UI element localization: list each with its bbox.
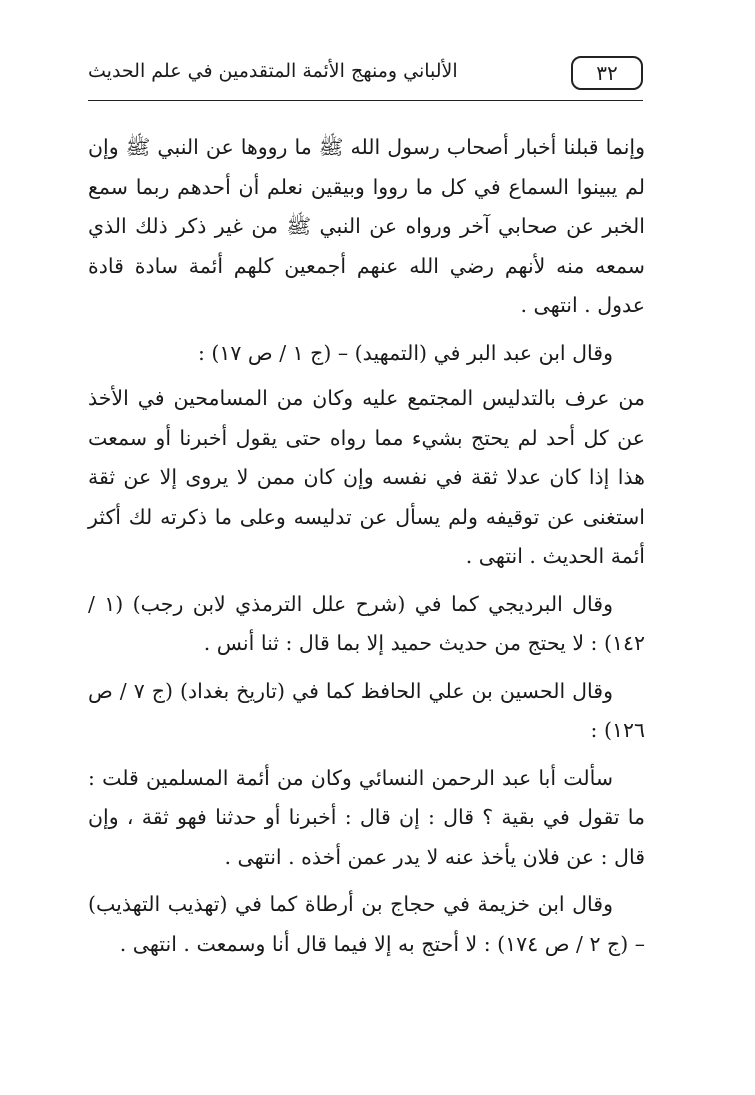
paragraph-ibn-khuzayma: وقال ابن خزيمة في حجاج بن أرطاة كما في (تهذيب التهذيب) – (ج ٢ / ص ١٧٤) : لا أحتج به إلا فيما قال أنا وسمعت . انتهى .	[88, 892, 645, 956]
paragraph-tadlis-quote: من عرف بالتدليس المجتمع عليه وكان من المسامحين في الأخذ عن كل أحد لم يحتج بشيء مما رواه حتى يقول أخبرنا أو سمعت هذا إذا كان عدلا ثقة في نفسه وإن كان ممن لا يروى إلا عن ثقة استغنى عن توقيفه ولم يسأل عن تدليسه وعلى ما ذكرته لك أكثر أئمة الحديث . انتهى .	[88, 386, 645, 568]
paragraph-ibn-abd-al-barr-intro: وقال ابن عبد البر في (التمهيد) – (ج ١ / ص ١٧) :	[197, 340, 613, 365]
page-header	[88, 50, 643, 100]
page-body	[88, 128, 645, 964]
header-divider	[88, 100, 643, 101]
paragraph-bardiji: وقال البرديجي كما في (شرح علل الترمذي لابن رجب) (١ / ١٤٢) : لا يحتج من حديث حميد إلا بما قال : ثنا أنس .	[88, 591, 645, 655]
paragraph-husayn-intro: وقال الحسين بن علي الحافظ كما في (تاريخ بغداد) (ج ٧ / ص ١٢٦) :	[88, 678, 645, 742]
running-title: الألباني ومنهج الأئمة المتقدمين في علم الحديث	[88, 60, 458, 82]
paragraph-nasai-quote: سألت أبا عبد الرحمن النسائي وكان من أئمة المسلمين قلت : ما تقول في بقية ؟ قال : إن قال : أخبرنا أو حدثنا فهو ثقة ، وإن قال : عن فلان يأخذ عنه لا يدر عمن أخذه . انتهى .	[88, 765, 645, 869]
page-number: ٣٢	[571, 56, 643, 90]
paragraph-sahaba-narrations: وإنما قبلنا أخبار أصحاب رسول الله ﷺ ما رووها عن النبي ﷺ وإن لم يبينوا السماع في كل ما رووا وبيقين نعلم أن أحدهم ربما سمع الخبر عن صحابي آخر ورواه عن النبي ﷺ من غير ذكر ذلك الذي سمعه منه لأنهم رضي الله عنهم أجمعين كلهم أئمة سادة قادة عدول . انتهى .	[88, 135, 645, 317]
